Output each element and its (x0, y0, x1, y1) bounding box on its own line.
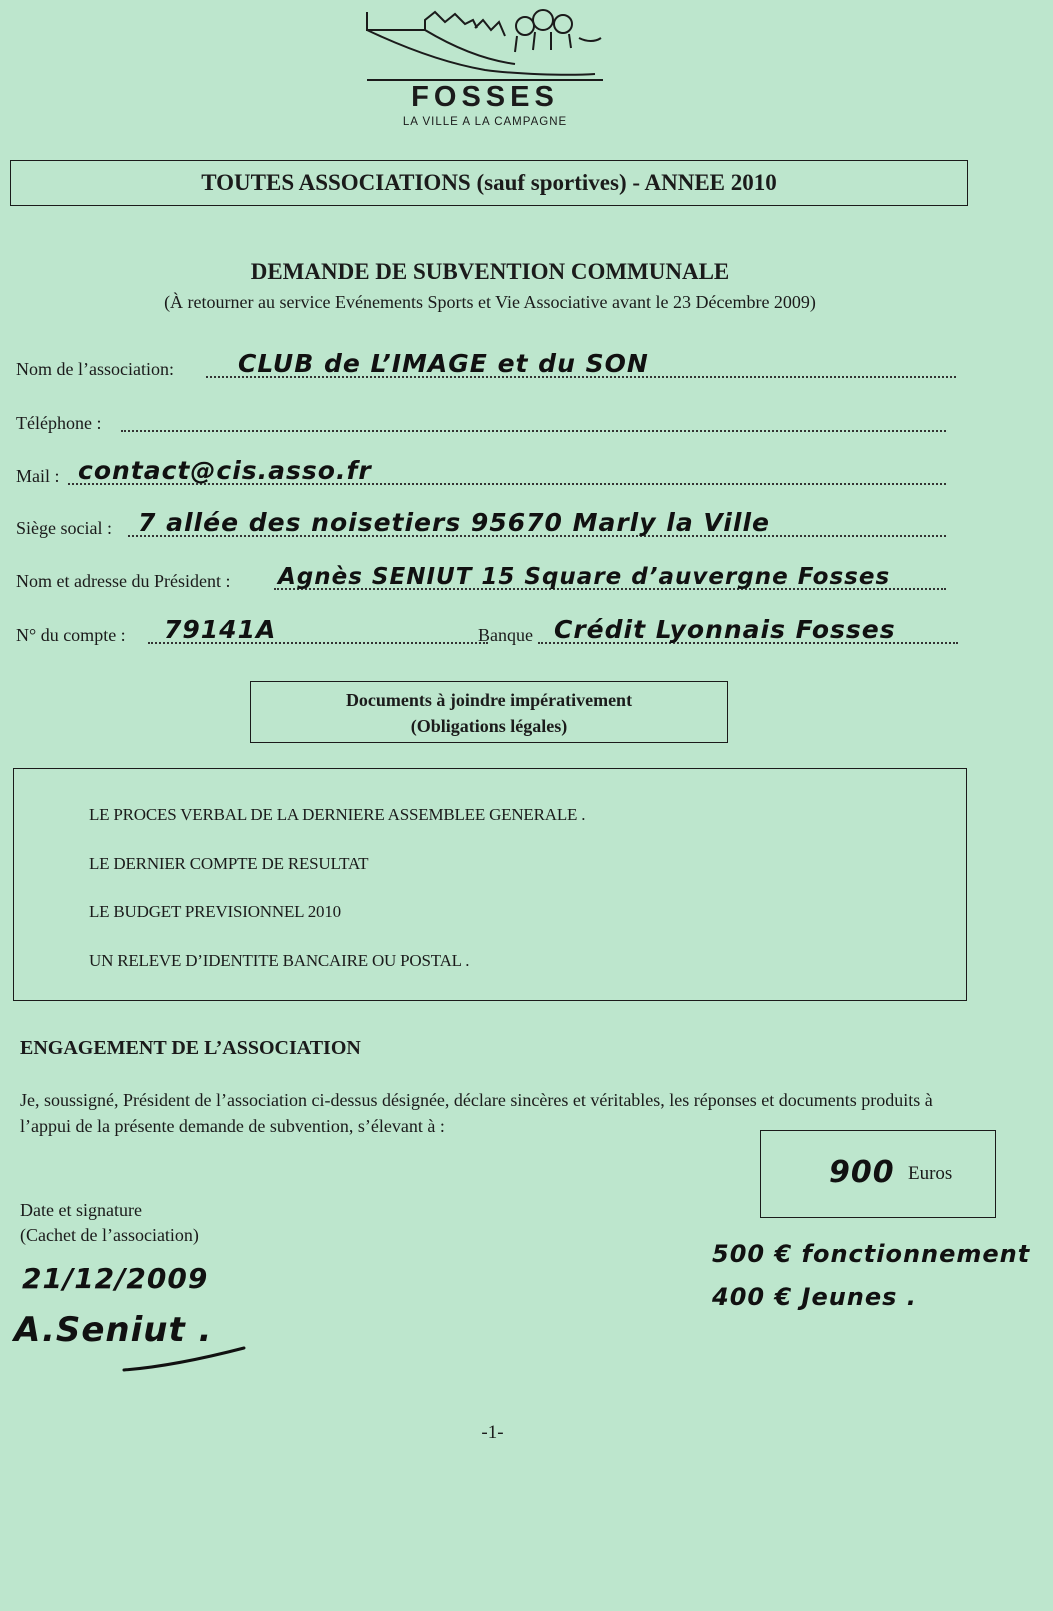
amount-value[interactable]: 900 (829, 1155, 895, 1190)
field-row-nom (16, 344, 946, 384)
dotted-line (121, 430, 946, 432)
field-label-siege: Siège social : (16, 518, 112, 538)
field-label-mail: Mail : (16, 466, 60, 486)
page-number: -1- (481, 1422, 504, 1443)
amount-box (760, 1130, 996, 1218)
document-item: LE DERNIER COMPTE DE RESULTAT (89, 854, 369, 873)
documents-header-line2: (Obligations légales) (410, 716, 568, 736)
field-value-banque[interactable]: Crédit Lyonnais Fosses (554, 615, 896, 644)
field-row-mail (16, 451, 946, 491)
engagement-text: Je, soussigné, Président de l’association ci-dessus désignée, déclare sincères et véritables, les réponses et documents produits à l’appui de la présente demande de subvention, s’élevant à : (20, 1090, 933, 1136)
document-item: LE PROCES VERBAL DE LA DERNIERE ASSEMBLEE GENERALE . (89, 805, 586, 824)
field-row-siege (16, 503, 1016, 543)
field-row-telephone (16, 398, 946, 438)
form-banner: TOUTES ASSOCIATIONS (sauf sportives) - ANNEE 2010 (10, 160, 968, 206)
logo-tagline: LA VILLE A LA CAMPAGNE (402, 116, 568, 128)
field-label-banque: Banque (478, 625, 533, 645)
documents-list (13, 768, 967, 1001)
field-label-president: Nom et adresse du Président : (16, 571, 231, 591)
field-row-compte (16, 610, 1046, 650)
engagement-title: ENGAGEMENT DE L’ASSOCIATION (20, 1037, 361, 1059)
fosses-logo (365, 8, 605, 128)
town-skyline-icon (365, 8, 605, 83)
signature-label: Date et signature (20, 1200, 142, 1220)
signature-date[interactable]: 21/12/2009 (22, 1262, 209, 1295)
form-title: DEMANDE DE SUBVENTION COMMUNALE (250, 259, 730, 284)
field-label-nom: Nom de l’association: (16, 359, 174, 379)
amount-unit: Euros (908, 1163, 953, 1184)
stamp-label: (Cachet de l’association) (20, 1225, 199, 1245)
signature-name: A.Seniut . (14, 1310, 213, 1350)
field-label-compte: N° du compte : (16, 625, 126, 645)
documents-header-line1: Documents à joindre impérativement (345, 690, 633, 710)
note-line2: 400 € Jeunes . (712, 1283, 917, 1311)
note-line1: 500 € fonctionnement (712, 1240, 1031, 1268)
field-row-president (16, 556, 1046, 596)
signature-stroke (120, 1340, 250, 1376)
field-value-president[interactable]: Agnès SENIUT 15 Square d’auvergne Fosses (278, 564, 891, 590)
field-value-compte[interactable]: 79141A (164, 615, 277, 644)
logo-name: FOSSES (411, 81, 559, 113)
field-label-telephone: Téléphone : (16, 413, 102, 433)
field-value-mail[interactable]: contact@cis.asso.fr (78, 456, 372, 485)
document-item: UN RELEVE D’IDENTITE BANCAIRE OU POSTAL . (89, 951, 470, 970)
form-subtitle: (À retourner au service Evénements Sports et Vie Associative avant le 23 Décembre 2009) (164, 292, 816, 312)
documents-header (250, 681, 728, 743)
document-item: LE BUDGET PREVISIONNEL 2010 (89, 902, 341, 921)
field-value-nom[interactable]: CLUB de L’IMAGE et du SON (238, 349, 649, 378)
field-value-siege[interactable]: 7 allée des noisetiers 95670 Marly la Ville (138, 508, 770, 537)
